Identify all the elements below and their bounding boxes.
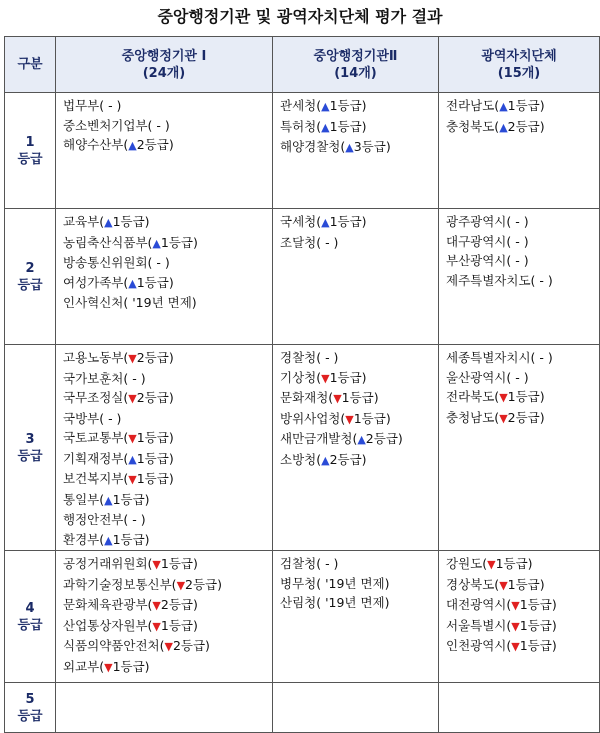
agency-list-cell bbox=[56, 683, 273, 733]
grade-change-text: 1등급) bbox=[353, 410, 391, 426]
up-triangle-icon: ▲ bbox=[104, 533, 113, 547]
agency-item bbox=[280, 574, 438, 594]
grade-change-text: 2등급) bbox=[172, 638, 210, 653]
down-triangle-icon: ▼ bbox=[152, 599, 161, 612]
agency-item bbox=[446, 616, 599, 637]
grade-change-text: 1등급) bbox=[329, 118, 367, 134]
agency-item bbox=[446, 348, 599, 368]
grade-change-text: 1등급) bbox=[495, 556, 533, 571]
agency-item bbox=[63, 616, 272, 637]
agency-item bbox=[63, 293, 272, 313]
up-triangle-icon: ▲ bbox=[128, 452, 137, 466]
agency-item bbox=[446, 212, 599, 232]
grade-cell bbox=[5, 345, 56, 551]
agency-item bbox=[63, 96, 272, 116]
agency-item bbox=[63, 510, 272, 530]
grade-change-text: 1등급) bbox=[519, 638, 557, 653]
agency-item bbox=[280, 117, 438, 138]
agency-item bbox=[63, 253, 272, 273]
agency-text: 충청남도( bbox=[446, 409, 500, 425]
agency-item bbox=[63, 428, 272, 449]
agency-item bbox=[446, 408, 599, 429]
agency-text: 국가보훈처( - ) bbox=[63, 370, 146, 386]
agency-text: 서울특별시( bbox=[446, 617, 512, 633]
header-category bbox=[5, 37, 56, 93]
grade-change-text: 1등급) bbox=[136, 471, 174, 486]
grade-change-text: 1등급) bbox=[341, 390, 379, 405]
agency-text: 식품의약품안전처( bbox=[63, 638, 165, 653]
up-triangle-icon: ▲ bbox=[345, 141, 354, 154]
grade-row-1 bbox=[5, 93, 600, 209]
agency-text: 산림청( '19년 면제) bbox=[280, 595, 390, 610]
agency-item bbox=[63, 135, 272, 156]
agency-item bbox=[280, 554, 438, 574]
grade-cell bbox=[5, 551, 56, 683]
agency-text: 기획재정부( bbox=[63, 450, 129, 466]
grade-cell bbox=[5, 683, 56, 733]
agency-text: 교육부( bbox=[63, 214, 105, 229]
agency-item bbox=[63, 212, 272, 233]
header-metropolitan-government-name: 광역자치단체 bbox=[481, 48, 557, 64]
down-triangle-icon: ▼ bbox=[499, 391, 508, 404]
header-central-agency-1-count: (24개) bbox=[142, 65, 186, 81]
agency-item bbox=[280, 368, 438, 389]
agency-item bbox=[63, 116, 272, 136]
agency-text: 울산광역시( - ) bbox=[446, 369, 529, 385]
agency-item bbox=[280, 348, 438, 368]
agency-text: 통일부( bbox=[63, 491, 105, 507]
agency-text: 중소벤처기업부( - ) bbox=[63, 117, 170, 133]
grade-change-text: 1등급) bbox=[112, 658, 150, 674]
grade-number: 2 bbox=[25, 260, 35, 276]
grade-number: 1 bbox=[25, 134, 35, 150]
agency-text: 전라북도( bbox=[446, 389, 500, 404]
grade-change-text: 2등급) bbox=[136, 390, 174, 405]
agency-text: 고용노동부( bbox=[63, 350, 129, 365]
grade-change-text: 1등급) bbox=[160, 234, 198, 250]
agency-text: 특허청( bbox=[280, 118, 322, 134]
agency-item bbox=[446, 636, 599, 657]
agency-list-cell bbox=[439, 551, 600, 683]
down-triangle-icon: ▼ bbox=[128, 473, 137, 486]
grade-change-text: 2등급) bbox=[329, 451, 367, 467]
agency-item bbox=[446, 251, 599, 271]
agency-item bbox=[446, 575, 599, 596]
agency-text: 인사혁신처( '19년 면제) bbox=[63, 295, 197, 310]
grade-change-text: 1등급) bbox=[112, 531, 150, 547]
agency-text: 전라남도( bbox=[446, 98, 500, 113]
agency-list-cell bbox=[56, 93, 273, 209]
header-row bbox=[5, 37, 600, 93]
down-triangle-icon: ▼ bbox=[511, 619, 520, 633]
agency-text: 인천광역시( bbox=[446, 638, 512, 653]
agency-item bbox=[280, 409, 438, 430]
grade-change-text: 1등급) bbox=[519, 597, 557, 612]
agency-item bbox=[63, 409, 272, 429]
down-triangle-icon: ▼ bbox=[104, 660, 113, 674]
evaluation-table bbox=[4, 36, 600, 733]
agency-text: 과학기술정보통신부( bbox=[63, 576, 177, 592]
grade-label: 등급 bbox=[17, 708, 43, 724]
agency-item bbox=[280, 388, 438, 409]
grade-change-text: 1등급) bbox=[112, 491, 150, 507]
grade-change-text: 3등급) bbox=[353, 139, 391, 154]
agency-item bbox=[280, 212, 438, 233]
agency-item bbox=[280, 429, 438, 450]
grade-row-2 bbox=[5, 209, 600, 345]
up-triangle-icon: ▲ bbox=[321, 100, 330, 113]
agency-text: 보건복지부( bbox=[63, 471, 129, 486]
grade-cell bbox=[5, 93, 56, 209]
up-triangle-icon: ▲ bbox=[128, 276, 137, 290]
header-category-label: 구분 bbox=[17, 57, 43, 72]
down-triangle-icon: ▼ bbox=[128, 392, 137, 405]
agency-item bbox=[63, 530, 272, 551]
header-central-agency-2-count: (14개) bbox=[334, 65, 377, 81]
grade-change-text: 1등급) bbox=[160, 617, 198, 633]
grade-change-text: 1등급) bbox=[329, 369, 367, 385]
agency-list-cell bbox=[273, 209, 439, 345]
grade-number: 3 bbox=[25, 431, 35, 447]
agency-item bbox=[63, 369, 272, 389]
agency-text: 외교부( bbox=[63, 658, 105, 674]
agency-text: 기상청( bbox=[280, 369, 322, 385]
agency-list-cell bbox=[56, 209, 273, 345]
agency-text: 충청북도( bbox=[446, 118, 500, 134]
agency-text: 농림축산식품부( bbox=[63, 234, 153, 250]
down-triangle-icon: ▼ bbox=[128, 432, 137, 445]
grade-change-text: 2등급) bbox=[136, 350, 174, 365]
agency-text: 공정거래위원회( bbox=[63, 556, 153, 571]
grade-change-text: 1등급) bbox=[112, 214, 150, 229]
agency-item bbox=[446, 595, 599, 616]
grade-change-text: 1등급) bbox=[160, 556, 198, 571]
header-metropolitan-government-count: (15개) bbox=[497, 65, 541, 81]
agency-text: 부산광역시( - ) bbox=[446, 253, 529, 268]
grade-row-3 bbox=[5, 345, 600, 551]
agency-text: 관세청( bbox=[280, 98, 322, 113]
agency-list-cell bbox=[273, 93, 439, 209]
agency-list-cell bbox=[439, 93, 600, 209]
agency-item bbox=[63, 388, 272, 409]
grade-row-5 bbox=[5, 683, 600, 733]
agency-item bbox=[280, 233, 438, 253]
grade-change-text: 1등급) bbox=[136, 430, 174, 445]
up-triangle-icon: ▲ bbox=[499, 120, 508, 134]
grade-change-text: 1등급) bbox=[329, 98, 367, 113]
agency-list-cell bbox=[56, 551, 273, 683]
grade-change-text: 1등급) bbox=[507, 576, 545, 592]
down-triangle-icon: ▼ bbox=[333, 392, 342, 405]
agency-list-cell bbox=[439, 683, 600, 733]
agency-text: 조달청( - ) bbox=[280, 234, 339, 250]
agency-item bbox=[63, 554, 272, 575]
up-triangle-icon: ▲ bbox=[321, 453, 330, 467]
header-central-agency-2-name: 중앙행정기관Ⅱ bbox=[313, 48, 398, 64]
grade-change-text: 1등급) bbox=[329, 214, 367, 229]
up-triangle-icon: ▲ bbox=[321, 120, 330, 134]
agency-list-cell bbox=[273, 551, 439, 683]
grade-row-4 bbox=[5, 551, 600, 683]
agency-item bbox=[63, 636, 272, 657]
down-triangle-icon: ▼ bbox=[152, 558, 161, 571]
up-triangle-icon: ▲ bbox=[104, 493, 113, 507]
grade-cell bbox=[5, 209, 56, 345]
down-triangle-icon: ▼ bbox=[511, 599, 520, 612]
grade-number: 4 bbox=[25, 600, 35, 616]
agency-text: 검찰청( - ) bbox=[280, 556, 339, 571]
agency-item bbox=[280, 450, 438, 471]
agency-text: 해양수산부( bbox=[63, 137, 129, 152]
grade-change-text: 1등급) bbox=[136, 274, 174, 290]
agency-list-cell bbox=[439, 345, 600, 551]
agency-text: 산업통상자원부( bbox=[63, 617, 153, 633]
agency-item bbox=[63, 273, 272, 294]
up-triangle-icon: ▲ bbox=[499, 100, 508, 113]
up-triangle-icon: ▲ bbox=[321, 216, 330, 229]
grade-change-text: 2등급) bbox=[160, 597, 198, 612]
grade-label: 등급 bbox=[17, 277, 43, 293]
agency-list-cell bbox=[56, 345, 273, 551]
agency-text: 국무조정실( bbox=[63, 390, 129, 405]
header-central-agency-1 bbox=[56, 37, 273, 93]
agency-item bbox=[63, 233, 272, 254]
agency-text: 국세청( bbox=[280, 214, 322, 229]
agency-list-cell bbox=[273, 345, 439, 551]
grade-change-text: 2등급) bbox=[365, 431, 403, 446]
down-triangle-icon: ▼ bbox=[345, 412, 354, 426]
agency-text: 행정안전부( - ) bbox=[63, 512, 146, 527]
down-triangle-icon: ▼ bbox=[152, 619, 161, 633]
agency-item bbox=[446, 271, 599, 291]
up-triangle-icon: ▲ bbox=[152, 236, 161, 250]
down-triangle-icon: ▼ bbox=[499, 411, 508, 425]
agency-item bbox=[63, 657, 272, 678]
agency-text: 병무청( '19년 면제) bbox=[280, 575, 390, 591]
agency-text: 경상북도( bbox=[446, 576, 500, 592]
grade-change-text: 2등급) bbox=[185, 576, 223, 592]
agency-item bbox=[280, 593, 438, 613]
agency-item bbox=[63, 595, 272, 616]
down-triangle-icon: ▼ bbox=[511, 640, 520, 653]
agency-item bbox=[446, 117, 599, 138]
agency-item bbox=[63, 469, 272, 490]
agency-text: 강원도( bbox=[446, 556, 488, 571]
grade-label: 등급 bbox=[17, 151, 43, 167]
agency-list-cell bbox=[439, 209, 600, 345]
agency-item bbox=[280, 96, 438, 117]
down-triangle-icon: ▼ bbox=[128, 352, 137, 365]
agency-text: 방송통신위원회( - ) bbox=[63, 255, 170, 270]
agency-text: 국방부( - ) bbox=[63, 410, 122, 426]
down-triangle-icon: ▼ bbox=[487, 558, 496, 571]
grade-change-text: 1등급) bbox=[136, 450, 174, 466]
agency-text: 새만금개발청( bbox=[280, 431, 358, 446]
agency-item bbox=[446, 96, 599, 117]
down-triangle-icon: ▼ bbox=[176, 578, 186, 592]
down-triangle-icon: ▼ bbox=[321, 371, 330, 385]
agency-text: 제주특별자치도( - ) bbox=[446, 272, 553, 288]
grade-label: 등급 bbox=[17, 448, 43, 464]
up-triangle-icon: ▲ bbox=[128, 139, 137, 152]
agency-text: 방위사업청( bbox=[280, 410, 346, 426]
agency-text: 소방청( bbox=[280, 451, 322, 467]
agency-item bbox=[280, 137, 438, 158]
agency-item bbox=[446, 368, 599, 388]
down-triangle-icon: ▼ bbox=[499, 578, 508, 592]
up-triangle-icon: ▲ bbox=[104, 216, 113, 229]
header-central-agency-1-name: 중앙행정기관 Ⅰ bbox=[121, 48, 207, 64]
grade-change-text: 2등급) bbox=[136, 137, 174, 152]
agency-list-cell bbox=[273, 683, 439, 733]
agency-item bbox=[63, 575, 272, 596]
table-title: 중앙행정기관 및 광역자치단체 평가 결과 bbox=[157, 7, 443, 26]
agency-item bbox=[446, 232, 599, 252]
agency-item bbox=[446, 387, 599, 408]
grade-change-text: 1등급) bbox=[507, 389, 545, 404]
agency-text: 문화재청( bbox=[280, 390, 334, 405]
up-triangle-icon: ▲ bbox=[357, 433, 366, 446]
agency-text: 경찰청( - ) bbox=[280, 350, 339, 365]
header-central-agency-2 bbox=[273, 37, 439, 93]
agency-text: 대전광역시( bbox=[446, 597, 512, 612]
agency-text: 해양경찰청( bbox=[280, 139, 346, 154]
agency-text: 국토교통부( bbox=[63, 430, 129, 445]
agency-item bbox=[63, 348, 272, 369]
agency-text: 환경부( bbox=[63, 531, 105, 547]
grade-change-text: 1등급) bbox=[507, 98, 545, 113]
agency-text: 법무부( - ) bbox=[63, 98, 122, 113]
agency-text: 세종특별자치시( - ) bbox=[446, 350, 553, 365]
agency-text: 여성가족부( bbox=[63, 274, 129, 290]
agency-text: 광주광역시( - ) bbox=[446, 214, 529, 229]
grade-number: 5 bbox=[25, 691, 35, 707]
grade-change-text: 2등급) bbox=[507, 118, 545, 134]
grade-change-text: 1등급) bbox=[519, 617, 557, 633]
agency-item bbox=[446, 554, 599, 575]
down-triangle-icon: ▼ bbox=[164, 640, 173, 653]
agency-text: 문화체육관광부( bbox=[63, 597, 153, 612]
agency-item bbox=[63, 449, 272, 470]
header-metropolitan-government bbox=[439, 37, 600, 93]
grade-change-text: 2등급) bbox=[507, 409, 545, 425]
agency-item bbox=[63, 490, 272, 511]
grade-label: 등급 bbox=[17, 617, 43, 633]
agency-text: 대구광역시( - ) bbox=[446, 233, 529, 249]
